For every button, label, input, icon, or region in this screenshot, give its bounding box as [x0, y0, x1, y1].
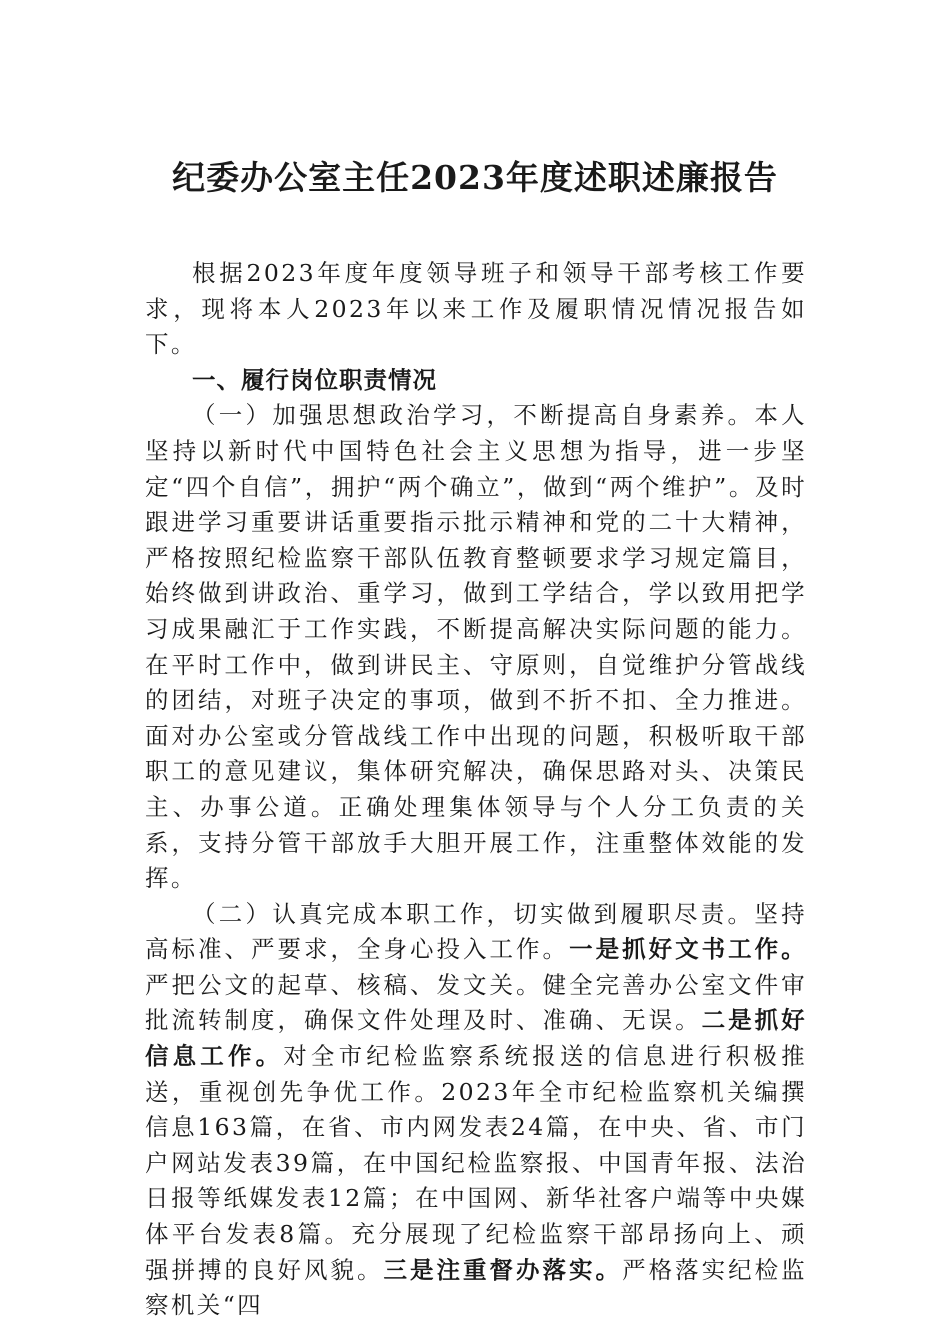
point-2-title: 二是抓好信息工作。	[145, 1006, 807, 1071]
paragraph-2	[145, 897, 807, 1324]
point-1-text: 严把公文的起草、核稿、发文关。健全完善办公室文件审批流转制度，确保文件处理及时、准确、无误。	[145, 970, 807, 1035]
paragraph-2-lead: （二）认真完成本职工作，切实做到履职尽责。坚持高标准、严要求，全身心投入工作。	[145, 899, 807, 964]
point-3-title: 三是注重督办落实。	[383, 1255, 623, 1284]
point-3-text: 严格落实纪检监察机关“四	[145, 1255, 807, 1320]
paragraph-1: （一）加强思想政治学习，不断提高自身素养。本人坚持以新时代中国特色社会主义思想为指导，进一步坚定“四个自信”，拥护“两个确立”，做到“两个维护”。及时跟进学习重要讲话重要指示批示精神和党的二十大精神，严格按照纪检监察干部队伍教育整顿要求学习规定篇目，始终做到讲政治、重学习，做到工学结合，学以致用把学习成果融汇于工作实践，不断提高解决实际问题的能力。在平时工作中，做到讲民主、守原则，自觉维护分管战线的团结，对班子决定的事项，做到不折不扣、全力推进。面对办公室或分管战线工作中出现的问题，积极听取干部职工的意见建议，集体研究解决，确保思路对头、决策民主、办事公道。正确处理集体领导与个人分工负责的关系，支持分管干部放手大胆开展工作，注重整体效能的发挥。	[145, 401, 807, 893]
point-2-text: 对全市纪检监察系统报送的信息进行积极推送，重视创先争优工作。2023年全市纪检监察机关编撰信息163篇，在省、市内网发表24篇，在中央、省、市门户网站发表39篇，在中国纪检监察报、中国青年报、法治日报等纸媒发表12篇；在中国网、新华社客户端等中央媒体平台发表8篇。充分展现了纪检监察干部昂扬向上、顽强拼搏的良好风貌。	[145, 1042, 807, 1284]
section-heading: 一、履行岗位职责情况	[192, 365, 437, 394]
document-body	[145, 256, 807, 1324]
intro-paragraph: 根据2023年度年度领导班子和领导干部考核工作要求，现将本人2023年以来工作及履职情况情况报告如下。	[145, 259, 807, 359]
document-title: 纪委办公室主任2023年度述职述廉报告	[172, 158, 778, 197]
point-1-title: 一是抓好文书工作。	[569, 935, 807, 964]
